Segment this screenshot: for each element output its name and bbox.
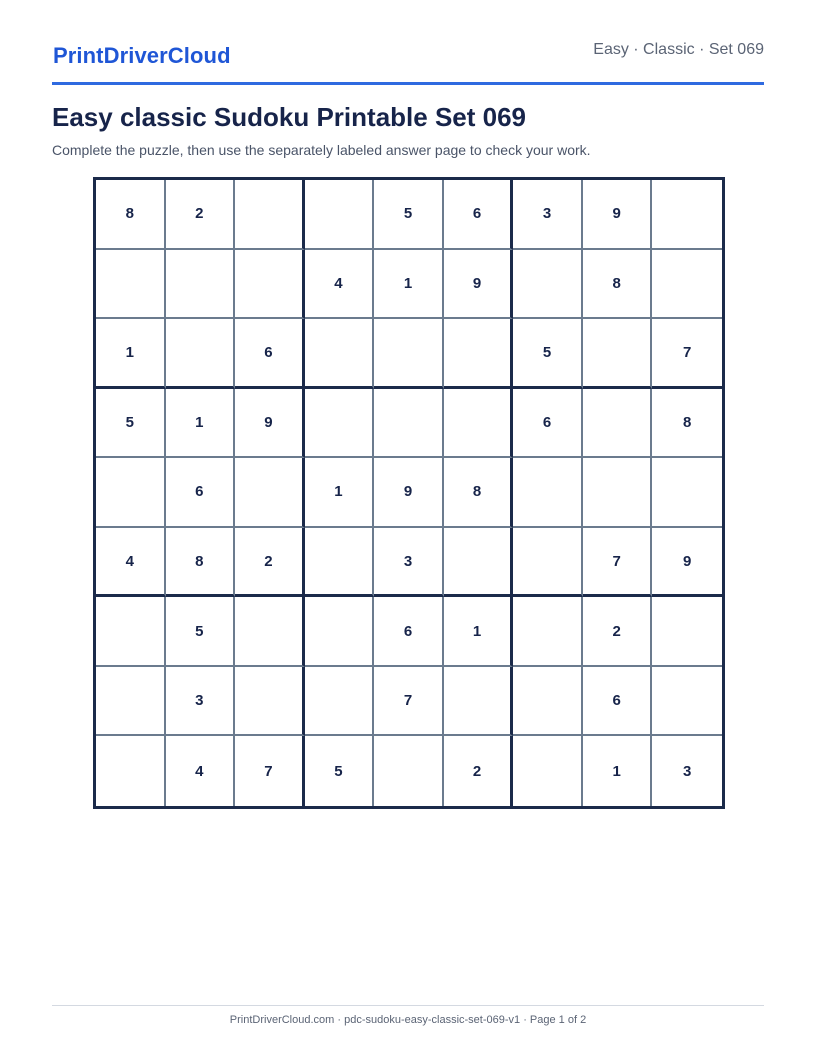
sudoku-cell [305, 180, 375, 250]
sudoku-cell [583, 389, 653, 459]
sudoku-cell: 1 [444, 597, 514, 667]
sudoku-cell: 3 [166, 667, 236, 737]
sudoku-cell [583, 458, 653, 528]
sudoku-cell: 2 [235, 528, 305, 598]
sudoku-cell: 8 [444, 458, 514, 528]
sudoku-cell [513, 250, 583, 320]
sudoku-cell: 1 [166, 389, 236, 459]
sudoku-cell: 8 [583, 250, 653, 320]
sudoku-cell [652, 180, 722, 250]
sudoku-cell: 9 [444, 250, 514, 320]
sudoku-cell: 6 [374, 597, 444, 667]
sudoku-cell [513, 458, 583, 528]
sudoku-cell: 6 [513, 389, 583, 459]
sudoku-cell [374, 319, 444, 389]
sudoku-cell [583, 319, 653, 389]
sudoku-cell: 5 [166, 597, 236, 667]
sudoku-cell [166, 319, 236, 389]
page-title: Easy classic Sudoku Printable Set 069 [52, 102, 527, 132]
sudoku-cell [444, 319, 514, 389]
sudoku-cell: 7 [583, 528, 653, 598]
sudoku-cell: 4 [96, 528, 166, 598]
sudoku-cell [374, 389, 444, 459]
sudoku-cell [374, 736, 444, 806]
sudoku-cell: 3 [683, 762, 692, 780]
sudoku-cell [513, 528, 583, 598]
sudoku-cell [96, 250, 166, 320]
sudoku-cell [235, 667, 305, 737]
sudoku-cell [235, 458, 305, 528]
sudoku-cell [652, 667, 722, 737]
sudoku-cell: 8 [96, 180, 166, 250]
sudoku-cell [305, 667, 375, 737]
sudoku-cell [235, 180, 305, 250]
sudoku-cell [96, 458, 166, 528]
sudoku-cell: 1 [305, 458, 375, 528]
sudoku-cell: 9 [652, 528, 722, 598]
page-subtitle: Complete the puzzle, then use the separately labeled answer page to check your work. [52, 142, 591, 158]
header-divider [52, 82, 764, 85]
footer-divider [52, 1005, 764, 1006]
sudoku-cell: 5 [374, 180, 444, 250]
sudoku-cell [166, 250, 236, 320]
sudoku-cell [444, 667, 514, 737]
sudoku-cell [652, 597, 722, 667]
sudoku-cell: 4 [305, 250, 375, 320]
sudoku-cell [652, 250, 722, 320]
sudoku-cell: 6 [444, 180, 514, 250]
sudoku-cell: 1 [96, 319, 166, 389]
sudoku-cell: 7 [652, 319, 722, 389]
page-footer: PrintDriverCloud.com · pdc-sudoku-easy-classic-set-069-v1 · Page 1 of 2 [229, 1014, 587, 1026]
sudoku-cell: 2 [166, 180, 236, 250]
sudoku-cell [96, 597, 166, 667]
sudoku-cell [444, 389, 514, 459]
sudoku-cell [305, 528, 375, 598]
sudoku-grid [93, 177, 725, 809]
sudoku-cell: 1 [374, 250, 444, 320]
sudoku-cell: 6 [166, 458, 236, 528]
sudoku-cell: 6 [583, 667, 653, 737]
sudoku-cell [305, 597, 375, 667]
sudoku-cell: 9 [374, 458, 444, 528]
sudoku-cell [444, 528, 514, 598]
sudoku-cell: 8 [652, 389, 722, 459]
sudoku-cell: 5 [513, 319, 583, 389]
sudoku-cell: 3 [513, 180, 583, 250]
sudoku-cell: 6 [235, 319, 305, 389]
sudoku-cell: 7 [374, 667, 444, 737]
sudoku-cell [96, 667, 166, 737]
sudoku-cell [235, 597, 305, 667]
sudoku-cell: 4 [166, 736, 236, 806]
sudoku-cell: 1 [583, 736, 653, 806]
sudoku-cell [513, 597, 583, 667]
sudoku-cell: 8 [166, 528, 236, 598]
sudoku-cell [305, 389, 375, 459]
sudoku-cell [513, 736, 583, 806]
sudoku-cell: 2 [583, 597, 653, 667]
sudoku-cell: 5 [305, 736, 375, 806]
sudoku-cell: 3 [374, 528, 444, 598]
sudoku-cell [513, 667, 583, 737]
sudoku-cell: 9 [583, 180, 653, 250]
brand-logo: PrintDriverCloud [53, 43, 231, 68]
sudoku-cell: 2 [444, 736, 514, 806]
sudoku-cell: 9 [235, 389, 305, 459]
sudoku-cell [235, 250, 305, 320]
sudoku-cell: 5 [96, 389, 166, 459]
set-meta: Easy · Classic · Set 069 [593, 41, 764, 58]
sudoku-cell: 7 [235, 736, 305, 806]
sudoku-cell [96, 736, 166, 806]
sudoku-cell [305, 319, 375, 389]
sudoku-cell [652, 458, 722, 528]
